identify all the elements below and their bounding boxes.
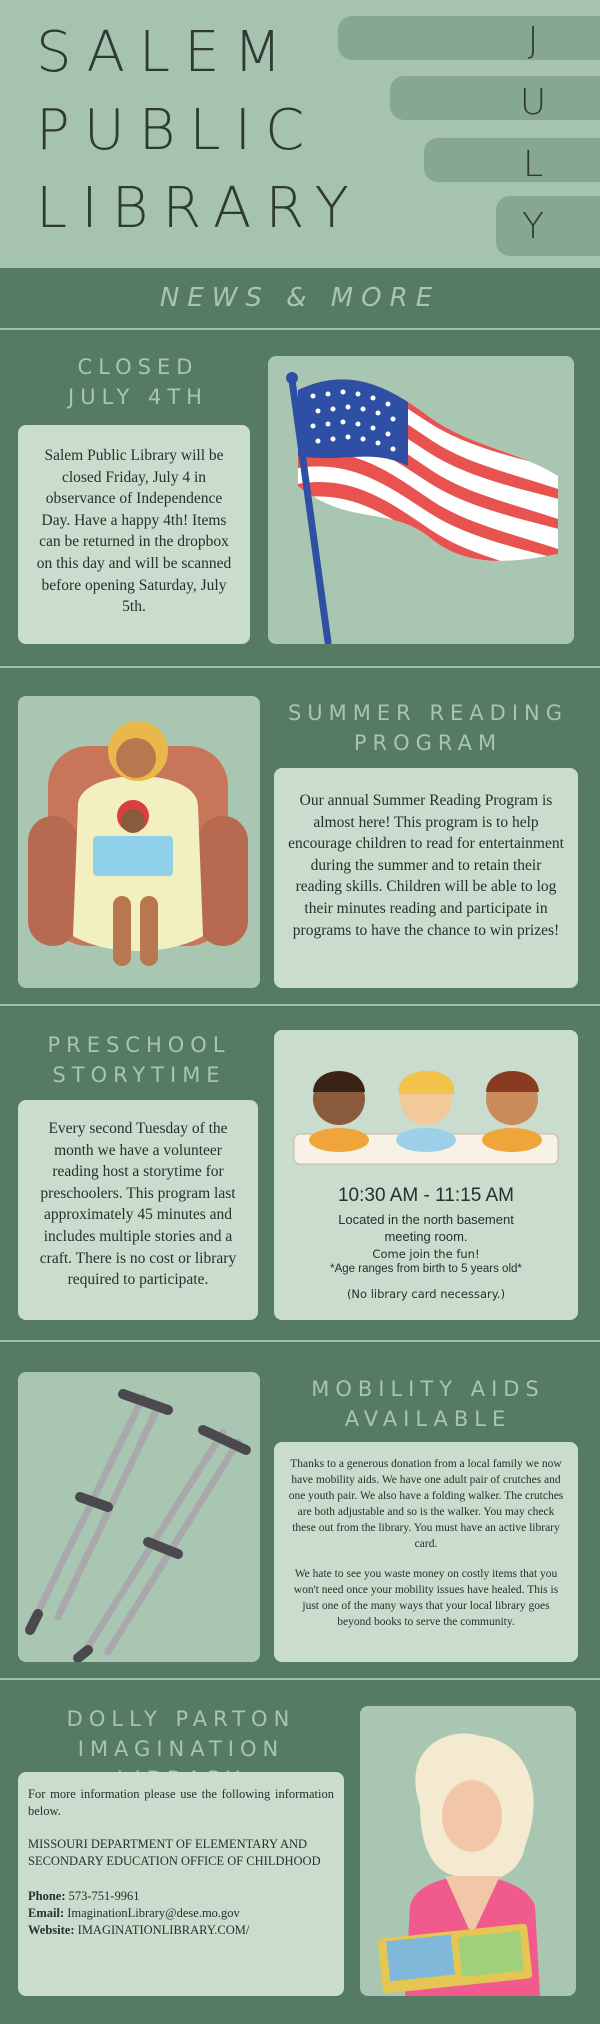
mobility-title (276, 1374, 580, 1434)
storytime-title (18, 1030, 260, 1090)
summer-title (276, 698, 580, 758)
american-flag-icon (268, 356, 574, 644)
closed-text-card (18, 425, 250, 644)
summer-body: Our annual Summer Reading Program is almost here! This program is to help encourage children to read for entertainment during the summer and to retain their reading skills. Children will be able to log their minutes reading and participate in programs to have the chance to win prizes! (288, 792, 564, 939)
divider (0, 328, 600, 330)
mobility-paragraph2: We hate to see you waste money on costly items that you won't need once your mobility issues have healed. This is just one of the many ways that your local library goes beyond books to serve the community. (293, 1568, 559, 1628)
dolly-phone-label: Phone: (28, 1889, 66, 1903)
month-tab-1 (338, 16, 600, 60)
dolly-website-row (28, 1922, 334, 1939)
month-letter-j: J (527, 20, 539, 61)
dolly-text-card (18, 1772, 344, 1996)
closed-title-line1: CLOSED (77, 355, 199, 379)
month-letter-u: U (519, 82, 547, 123)
mother-reading-icon (18, 696, 260, 988)
dolly-phone-row (28, 1888, 334, 1905)
dolly-intro: For more information please use the following information below. (28, 1787, 334, 1818)
flag-image (268, 356, 574, 644)
dolly-email-row (28, 1905, 334, 1922)
month-letter-y: Y (522, 206, 544, 247)
summer-text-card (274, 768, 578, 988)
month-tab-3 (424, 138, 600, 182)
summer-title-line2: PROGRAM (353, 731, 503, 755)
divider (0, 1678, 600, 1680)
divider (0, 1340, 600, 1342)
dolly-parton-icon (360, 1706, 576, 1996)
storytime-text-card (18, 1100, 258, 1320)
dolly-website-label: Website: (28, 1923, 75, 1937)
dolly-org: MISSOURI DEPARTMENT OF ELEMENTARY AND SECONDARY EDUCATION OFFICE OF CHILDHOOD (28, 1837, 321, 1868)
mobility-title-line1: MOBILITY AIDS (311, 1377, 545, 1401)
month-letter-l: L (522, 144, 544, 185)
dolly-title-line2: IMAGINATION (77, 1737, 285, 1761)
dolly-email[interactable]: ImaginationLibrary@dese.mo.gov (67, 1906, 240, 1920)
divider (0, 1004, 600, 1006)
title-public: PUBLIC (36, 98, 319, 163)
storytime-title-line2: STORYTIME (52, 1063, 226, 1087)
summer-title-line1: SUMMER READING (287, 701, 569, 725)
closed-title (18, 352, 258, 412)
storytime-body: Every second Tuesday of the month we have a volunteer reading host a storytime for preschoolers. This program last approximately 45 minutes and includes multiple stories and a craft. There is no cost or library required to participate. (39, 1120, 237, 1289)
storytime-time: 10:30 AM - 11:15 AM (337, 1185, 515, 1206)
divider (0, 666, 600, 668)
dolly-website[interactable]: IMAGINATIONLIBRARY.COM/ (77, 1923, 250, 1937)
closed-title-line2: JULY 4TH (68, 385, 208, 409)
storytime-info-card (274, 1030, 578, 1320)
closed-body: Salem Public Library will be closed Friday, July 4 in observance of Independence Day. Have a happy 4th! Items can be returned in the dropbox on this day and will be scanned before opening Saturday, July 5th. (36, 447, 232, 616)
storytime-join: Come join the fun! (372, 1247, 480, 1261)
mobility-text-card (274, 1442, 578, 1662)
storytime-no-card: (No library card necessary.) (346, 1287, 506, 1301)
title-library: LIBRARY (36, 176, 363, 241)
storytime-location: Located in the north basement meeting room. (338, 1212, 514, 1244)
crutches-image (18, 1372, 260, 1662)
storytime-title-line1: PRESCHOOL (47, 1033, 231, 1057)
mobility-title-line2: AVAILABLE (344, 1407, 512, 1431)
crutches-icon (18, 1372, 260, 1662)
dolly-image (360, 1706, 576, 1996)
month-tab-4 (496, 196, 600, 256)
header (0, 0, 600, 268)
mobility-paragraph1: Thanks to a generous donation from a local family we now have mobility aids. We have one adult pair of crutches and one youth pair. We also have a folding walker. The crutches are both adjustable and so is the walker. You may check these out from the library. You must have an active library card. (288, 1458, 564, 1550)
news-and-more-subtitle: NEWS & MORE (159, 283, 441, 313)
reading-image (18, 696, 260, 988)
dolly-phone: 573-751-9961 (68, 1889, 140, 1903)
storytime-ages: *Age ranges from birth to 5 years old* (330, 1263, 522, 1275)
dolly-title-line1: DOLLY PARTON (66, 1707, 296, 1731)
month-tab-2 (390, 76, 600, 120)
dolly-email-label: Email: (28, 1906, 65, 1920)
three-children-icon (284, 1054, 568, 1174)
title-salem: SALEM (36, 20, 296, 85)
